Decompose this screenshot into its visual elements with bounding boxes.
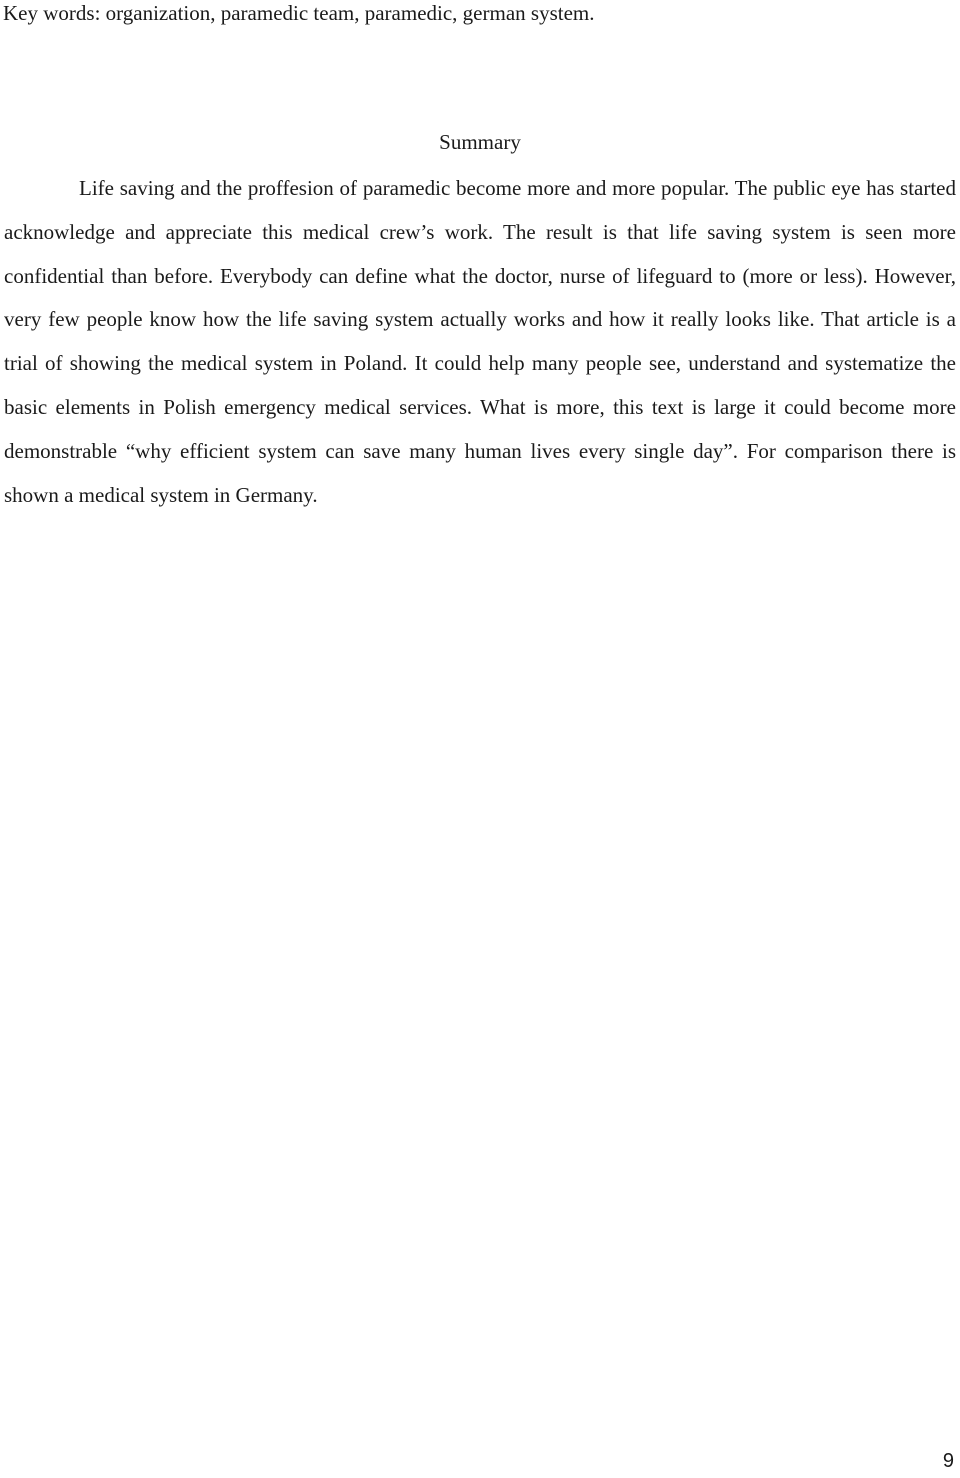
keywords-line: Key words: organization, paramedic team, paramedic, german system. bbox=[3, 1, 595, 25]
summary-paragraph: Life saving and the proffesion of paramedic become more and more popular. The public eye has started acknowledge and appreciate this medical crew’s work. The result is that life saving system is seen more confidential than before. Everybody can define what the doctor, nurse of lifeguard to (more or less). However, very few people know how the life saving system actually works and how it really looks like. That article is a trial of showing the medical system in Poland. It could help many people see, understand and systematize the basic elements in Polish emergency medical services. What is more, this text is large it could become more demonstrable “why efficient system can save many human lives every single day”. For comparison there is shown a medical system in Germany. bbox=[4, 176, 956, 507]
page-number: 9 bbox=[942, 1450, 954, 1472]
summary-heading: Summary bbox=[439, 130, 521, 154]
